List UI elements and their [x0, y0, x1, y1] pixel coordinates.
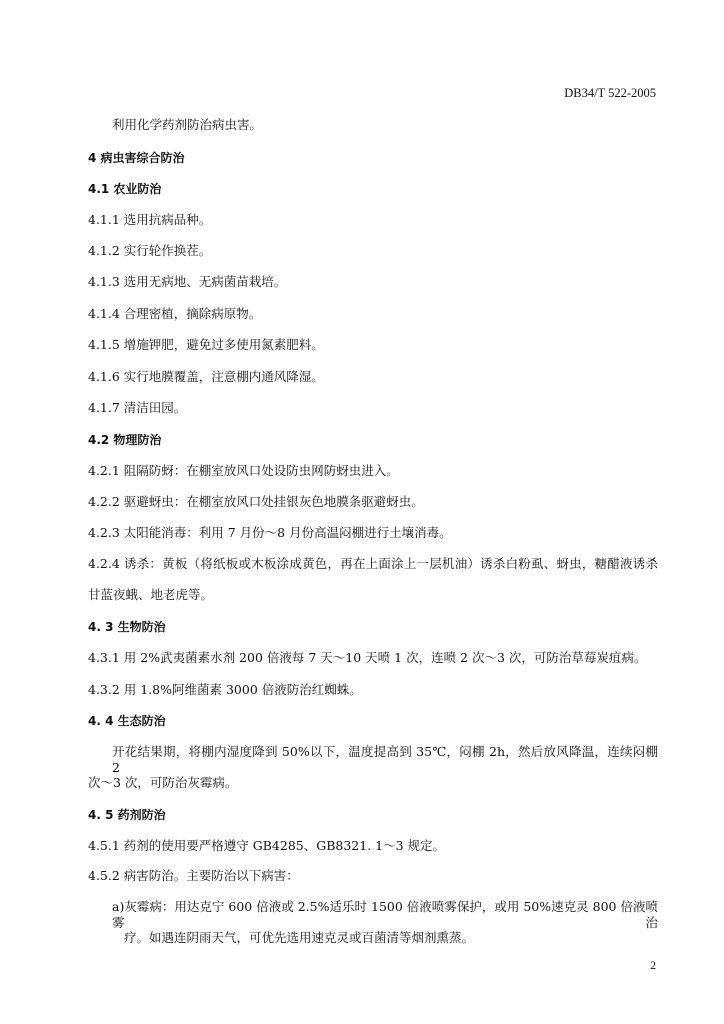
clause-4-1-2: 4.1.2 实行轮作换茬。 — [88, 243, 212, 258]
item-a-line1: a)灰霉病：用达克宁 600 倍液或 2.5%适乐时 1500 倍液喷雾保护，或用 50%速克灵 800 倍液喷雾治 — [112, 899, 658, 930]
paragraph-line: 利用化学药剂防治病虫害。 — [112, 117, 263, 132]
section-heading-4-5: 4. 5 药剂防治 — [88, 808, 166, 822]
paragraph-4-4-line1: 开花结果期，将棚内湿度降到 50%以下，温度提高到 35℃，闷棚 2h，然后放风降温，连续闷棚 2 — [112, 744, 658, 775]
clause-4-2-4-line2: 甘蓝夜蛾、地老虎等。 — [88, 587, 214, 602]
page-number: 2 — [650, 960, 656, 972]
item-a-line2: 疗。如遇连阴雨天气，可优先选用速克灵或百菌清等烟剂熏蒸。 — [124, 930, 475, 945]
section-heading-4-2: 4.2 物理防治 — [88, 433, 162, 447]
clause-4-1-1: 4.1.1 选用抗病品种。 — [88, 212, 212, 227]
clause-4-1-3: 4.1.3 选用无病地、无病菌苗栽培。 — [88, 274, 287, 289]
clause-4-2-2: 4.2.2 驱避蚜虫：在棚室放风口处挂银灰色地膜条驱避蚜虫。 — [88, 494, 424, 509]
section-heading-4-3: 4. 3 生物防治 — [88, 620, 166, 634]
clause-4-2-3: 4.2.3 太阳能消毒：利用 7 月份～8 月份高温闷棚进行土壤消毒。 — [88, 525, 452, 540]
clause-4-1-5: 4.1.5 增施钾肥，避免过多使用氮素肥料。 — [88, 337, 324, 352]
section-heading-4-4: 4. 4 生态防治 — [88, 714, 166, 728]
paragraph-4-4-line2: 次～3 次，可防治灰霉病。 — [88, 775, 238, 790]
clause-4-1-7: 4.1.7 清洁田园。 — [88, 400, 187, 415]
section-heading-4: 4 病虫害综合防治 — [88, 151, 185, 165]
clause-4-1-6: 4.1.6 实行地膜覆盖，注意棚内通风降湿。 — [88, 369, 324, 384]
clause-4-5-2: 4.5.2 病害防治。主要防治以下病害： — [88, 868, 299, 883]
clause-4-1-4: 4.1.4 合理密植，摘除病原物。 — [88, 306, 262, 321]
clause-4-3-1: 4.3.1 用 2%武夷菌素水剂 200 倍液每 7 天～10 天喷 1 次，连喷 2 次～3 次，可防治草莓炭疽病。 — [88, 650, 647, 665]
section-heading-4-1: 4.1 农业防治 — [88, 182, 162, 196]
clause-4-5-1: 4.5.1 药剂的使用要严格遵守 GB4285、GB8321. 1～3 规定。 — [88, 838, 446, 853]
clause-4-3-2: 4.3.2 用 1.8%阿维菌素 3000 倍液防治红蜘蛛。 — [88, 682, 362, 697]
clause-4-2-4-line1: 4.2.4 诱杀：黄板（将纸板或木板涂成黄色，再在上面涂上一层机油）诱杀白粉虱、蚜虫，糖醋液诱杀 — [88, 556, 658, 571]
header-doc-code: DB34/T 522-2005 — [564, 86, 656, 100]
clause-4-2-1: 4.2.1 阻隔防蚜：在棚室放风口处设防虫网防蚜虫进入。 — [88, 463, 399, 478]
